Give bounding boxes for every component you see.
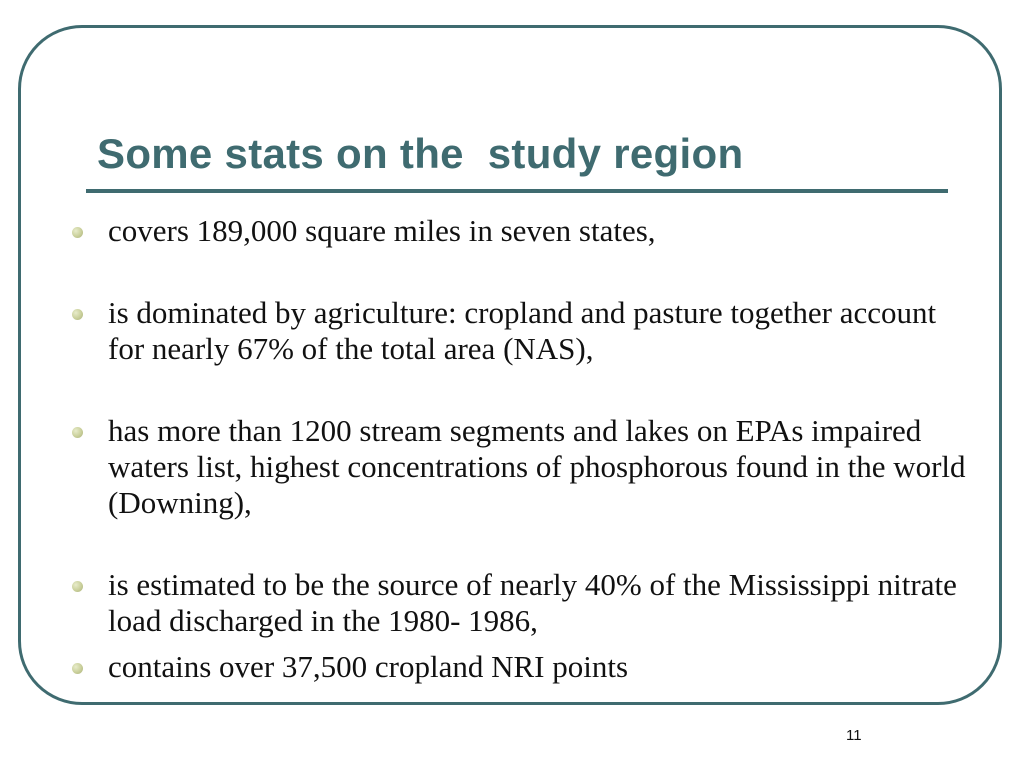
bullet-item (66, 295, 966, 367)
bullet-dot-icon (72, 581, 83, 592)
bullet-item (66, 567, 966, 639)
bullet-text: contains over 37,500 cropland NRI points (108, 649, 629, 684)
bullet-dot-icon (72, 227, 83, 238)
bullet-dot-icon (72, 309, 83, 320)
bullet-text: has more than 1200 stream segments and lakes on EPAs impaired waters list, highest concentrations of phosphorous found in the world (Downing), (108, 413, 966, 520)
bullet-text: is dominated by agriculture: cropland and pasture together account for nearly 67% of the total area (NAS), (108, 295, 937, 366)
bullet-text: covers 189,000 square miles in seven states, (108, 213, 656, 248)
bullet-list (66, 213, 966, 685)
bullet-dot-icon (72, 663, 83, 674)
page-number: 11 (846, 727, 862, 744)
title-underline (86, 189, 948, 193)
slide-title: Some stats on the study region (97, 130, 744, 177)
bullet-item (66, 413, 966, 521)
bullet-text: is estimated to be the source of nearly 40% of the Mississippi nitrate load discharged in the 1980- 1986, (108, 567, 957, 638)
bullet-item (66, 649, 966, 685)
bullet-dot-icon (72, 427, 83, 438)
bullet-item (66, 213, 966, 249)
